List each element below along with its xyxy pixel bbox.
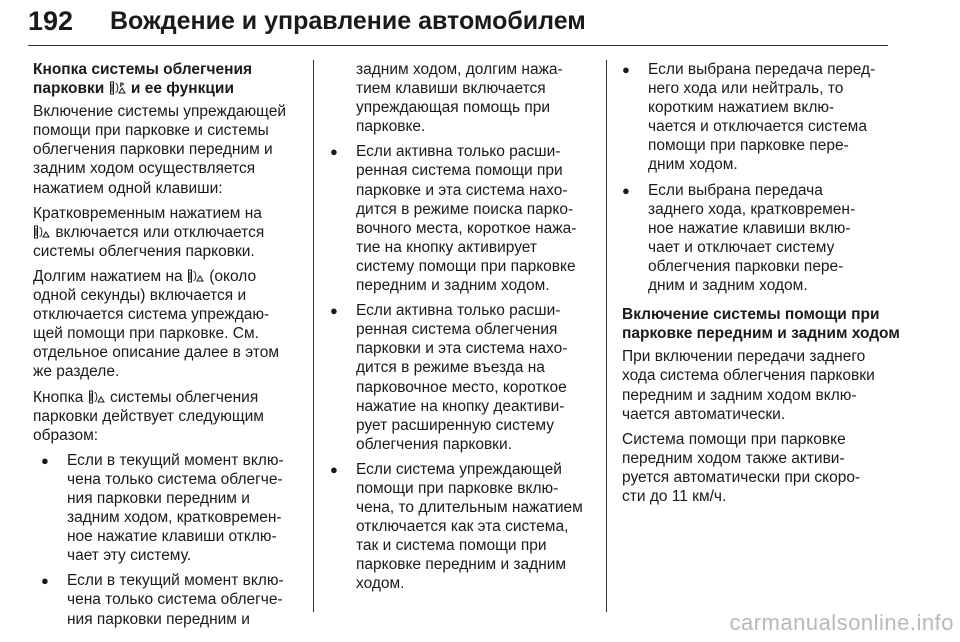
bullet-icon: ● [330, 303, 338, 319]
page-header [28, 6, 888, 46]
parking-assist-icon [188, 269, 204, 283]
parking-assist-icon [34, 225, 50, 239]
svg-text:P: P [119, 82, 124, 90]
paragraph: Кнопка системы облегчения парковки действует следующим образом: [33, 388, 264, 444]
bullet-icon: ● [41, 452, 49, 468]
section-heading-front-rear: Включение системы помощи при парковке передним и задним ходом [622, 306, 900, 343]
paragraph: Кратковременным нажатием на включается или отключается системы облегчения парковки. [33, 204, 265, 260]
bullet-icon: ● [330, 461, 338, 477]
chapter-title: Вождение и управление автомобилем [110, 7, 586, 35]
list-item: ● Если система упреждающей помощи при парковке вклю- чена, то длительным нажатием отключается как эта система, так и система помощи при парковке передним и задним ходом. [330, 460, 583, 593]
parking-assist-icon [110, 81, 126, 95]
watermark: carmanualsonline.info [729, 610, 954, 635]
column-3 [622, 60, 900, 512]
list-item: ● Если выбрана передача заднего хода, кратковремен- ное нажатие клавиши вклю- чает и отключает систему облегчения парковки пере- дним и задним ходом. [622, 181, 856, 295]
list-item: ● Если выбрана передача перед- него хода или нейтраль, то коротким нажатием вклю- чается и отключается система помощи при парковке пере- дним ходом. [622, 61, 876, 174]
page-number: 192 [28, 6, 74, 36]
list-item: ● Если в текущий момент вклю- чена только система облегче- ния парковки передним и задним ходом, кратковремен- ное нажатие клавиши отклю- чает эту систему. [41, 451, 284, 565]
bullet-icon: ● [41, 573, 49, 589]
column-1 [33, 60, 305, 635]
paragraph: Долгим нажатием на (около одной секунды) включается и отключается система упреждаю- щей помощи при парковке. См. отдельное описание далее в этом же разделе. [33, 267, 279, 381]
column-divider-2 [606, 60, 607, 612]
paragraph: Система помощи при парковке передним ходом также активи- руется автоматически при скоро- сти до 11 км/ч. [622, 430, 861, 505]
list-item: ● Если активна только расши- ренная система облегчения парковки и эта система нахо- дится в режиме въезда на парковочное место, короткое нажатие на кнопку деактиви- рует расширенную систему облегчения парковки. [330, 302, 568, 453]
list-item: ● Если в текущий момент вклю- чена только система облегче- ния парковки передним и [41, 572, 284, 628]
section-heading-button: Кнопка системы облегчения парковки P и ее функции [33, 61, 253, 98]
list-item: ● Если активна только расши- ренная система помощи при парковке и эта система нахо- дится в режиме поиска парко- вочного места, короткое нажа- тие на кнопку активирует систему помощи при парковке передним и задним ходом. [330, 143, 577, 295]
bullet-icon: ● [330, 144, 338, 160]
paragraph: Включение системы упреждающей помощи при парковке и системы облегчения парковки передним и задним ходом осуществляется нажатием одной клавиши: [33, 103, 286, 197]
bullet-icon: ● [622, 62, 630, 77]
list-item-continued: задним ходом, долгим нажа- тием клавиши включается упреждающая помощь при парковке. [356, 61, 563, 136]
column-2 [330, 60, 592, 600]
bullet-icon: ● [622, 182, 630, 198]
parking-assist-icon [89, 390, 105, 404]
header-rule [28, 45, 888, 46]
paragraph: При включении передачи заднего хода система облегчения парковки передним и задним ходом вклю- чается автоматически. [622, 348, 875, 423]
column-divider-1 [313, 60, 314, 612]
